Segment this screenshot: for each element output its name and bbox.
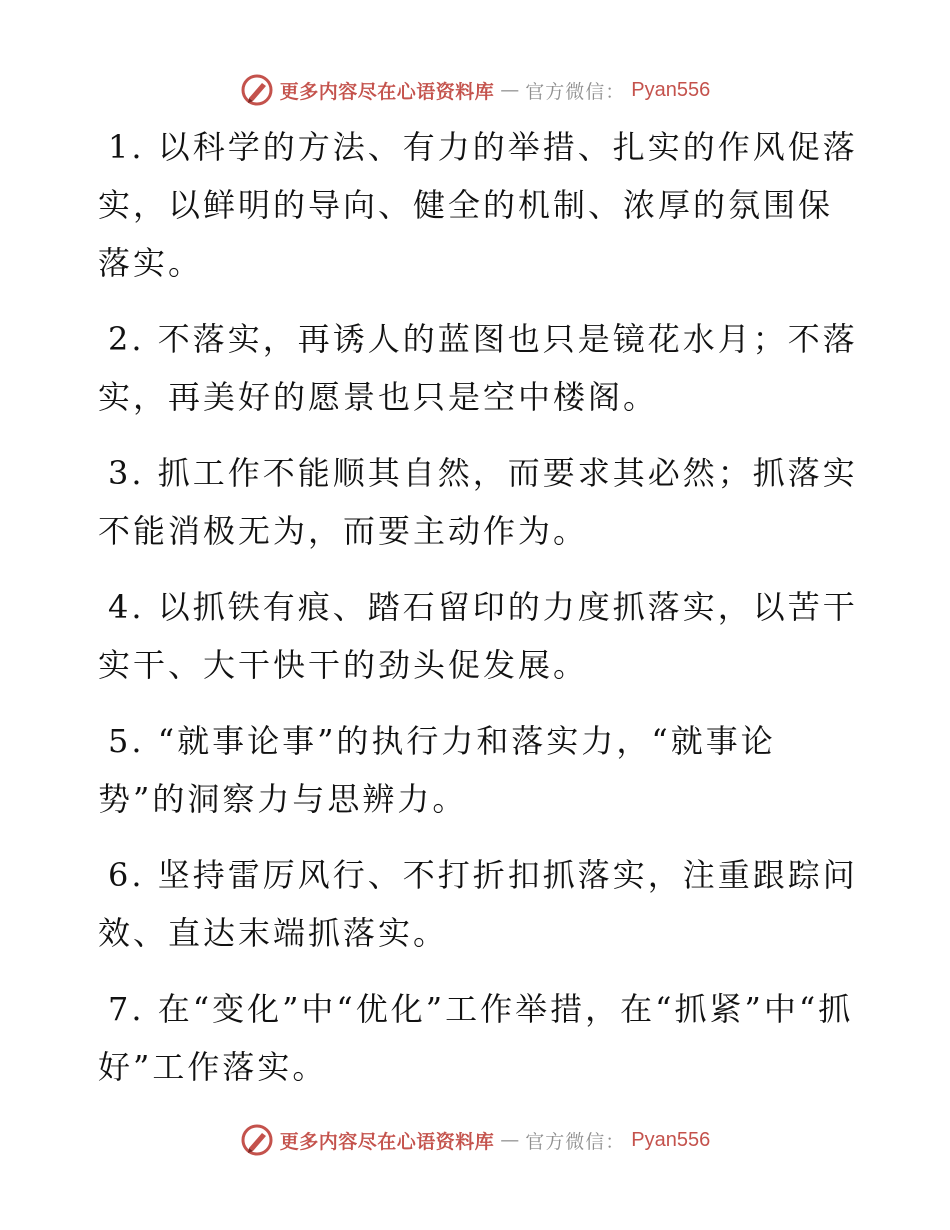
document-body (98, 118, 858, 1114)
pen-logo-icon (240, 1123, 274, 1157)
list-item: 6. 坚持雷厉风行、不打折扣抓落实，注重跟踪问效、直达末端抓落实。 (98, 856, 858, 952)
footer-banner-separator: — (500, 1129, 520, 1151)
header-banner-text: 更多内容尽在心语资料库 (279, 80, 495, 103)
footer-wechat-id: Pyan556 (631, 1128, 711, 1151)
footer-banner (0, 1120, 950, 1160)
header-banner (0, 70, 950, 110)
list-item: 7. 在“变化”中“优化”工作举措，在“抓紧”中“抓好”工作落实。 (98, 990, 854, 1086)
list-item: 5. “就事论事”的执行力和落实力，“就事论势”的洞察力与思辨力。 (98, 722, 776, 818)
footer-wechat-label: 官方微信： (525, 1130, 626, 1153)
header-wechat-label: 官方微信： (525, 80, 626, 103)
list-item: 4. 以抓铁有痕、踏石留印的力度抓落实，以苦干实干、大干快干的劲头促发展。 (98, 588, 858, 684)
header-banner-separator: — (500, 79, 520, 101)
list-item: 3. 抓工作不能顺其自然，而要求其必然；抓落实不能消极无为，而要主动作为。 (98, 454, 858, 550)
header-wechat-id: Pyan556 (631, 78, 711, 101)
footer-banner-text: 更多内容尽在心语资料库 (279, 1130, 495, 1153)
list-item: 1. 以科学的方法、有力的举措、扎实的作风促落实，以鲜明的导向、健全的机制、浓厚的氛围保落实。 (98, 128, 858, 282)
pen-logo-icon (240, 73, 274, 107)
list-item: 2. 不落实，再诱人的蓝图也只是镜花水月；不落实，再美好的愿景也只是空中楼阁。 (98, 320, 858, 416)
